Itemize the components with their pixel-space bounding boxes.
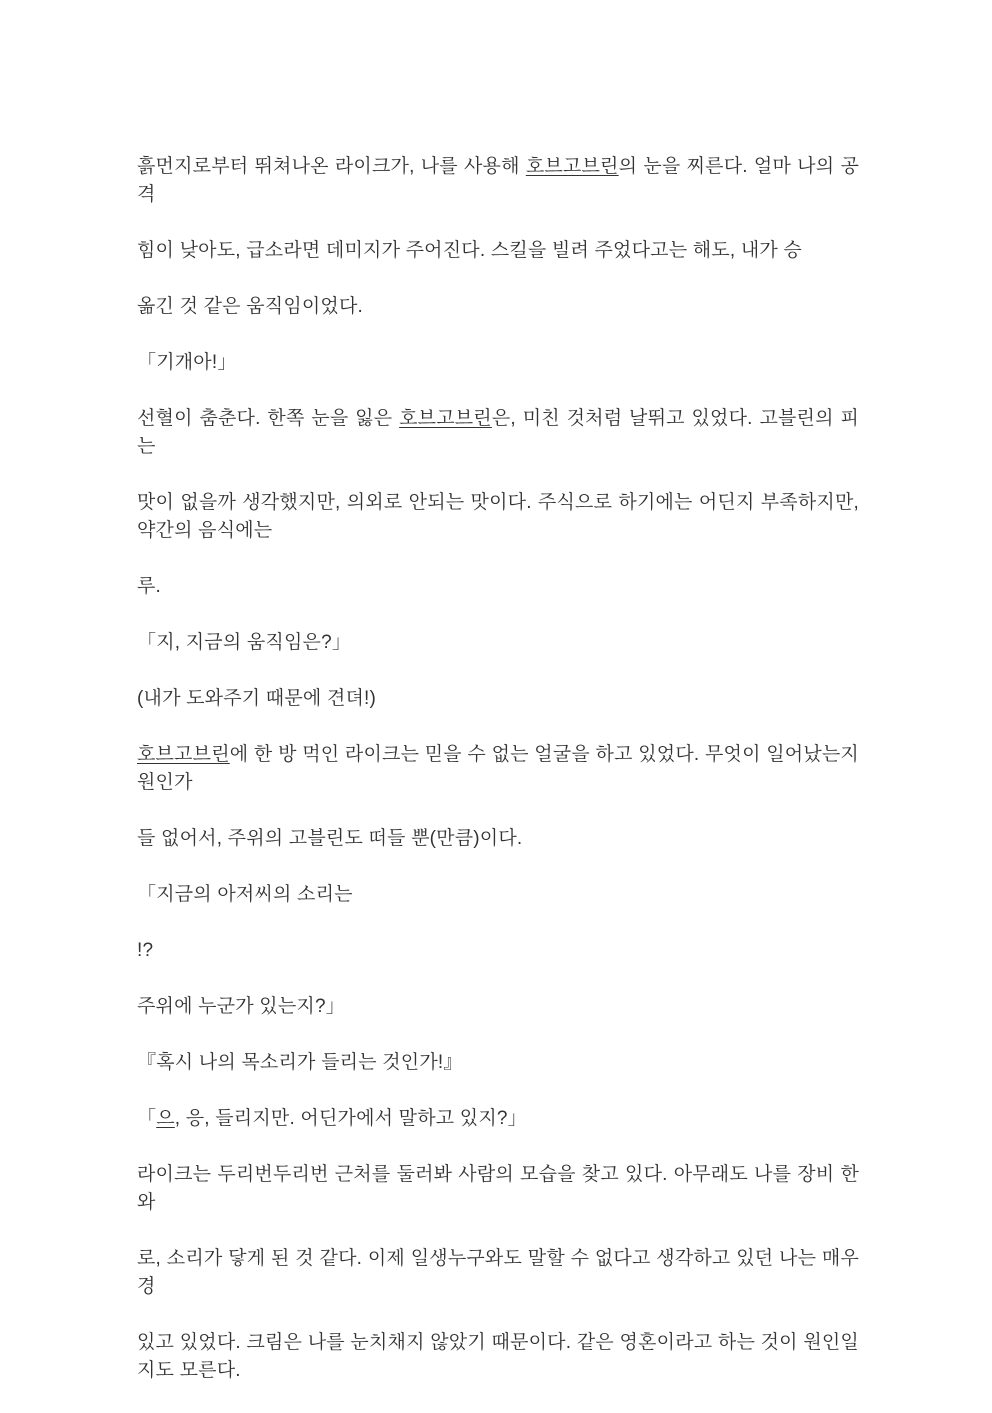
paragraph-11 [137, 825, 859, 853]
paragraph-15-dialogue [137, 1049, 859, 1077]
paragraph-text: 「 [137, 1108, 157, 1129]
paragraph-5 [137, 405, 859, 461]
paragraph-text: 루. [137, 576, 162, 597]
paragraph-text: 라이크는 두리번두리번 근처를 둘러봐 사람의 모습을 찾고 있다. 아무래도 나를 장비 한 와 [137, 1164, 859, 1213]
paragraph-14-dialogue [137, 993, 859, 1021]
paragraph-16-dialogue [137, 1105, 859, 1133]
paragraph-text: 힘이 낮아도, 급소라면 데미지가 주어진다. 스킬을 빌려 주었다고는 해도, 내가 승 [137, 240, 802, 261]
paragraph-8-dialogue [137, 629, 859, 657]
paragraph-12-dialogue [137, 881, 859, 909]
paragraph-text: 흙먼지로부터 뛰쳐나온 라이크가, 나를 사용해 [137, 156, 526, 177]
paragraph-text: 『혹시 나의 목소리가 들리는 것인가!』 [137, 1052, 463, 1073]
paragraph-2 [137, 237, 859, 265]
underlined-term: 호브고브린 [137, 744, 230, 765]
paragraph-6 [137, 489, 859, 545]
paragraph-text: 선혈이 춤춘다. 한쪽 눈을 잃은 [137, 408, 400, 429]
paragraph-text: 주위에 누군가 있는지?」 [137, 996, 345, 1017]
paragraph-text: 들 없어서, 주위의 고블린도 떠들 뿐(만큼)이다. [137, 828, 523, 849]
paragraph-18 [137, 1245, 859, 1301]
paragraph-1 [137, 153, 859, 209]
paragraph-19 [137, 1329, 859, 1385]
paragraph-text: 로, 소리가 닿게 된 것 같다. 이제 일생누구와도 말할 수 없다고 생각하고 있던 나는 매우 경 [137, 1248, 859, 1297]
paragraph-text: 맛이 없을까 생각했지만, 의외로 안되는 맛이다. 주식으로 하기에는 어딘지 부족하지만, 약간의 음식에는 [137, 492, 859, 541]
paragraph-text: 은, 미친 것처럼 날뛰고 있었다. 고블린의 피는 [137, 408, 859, 457]
underlined-term: 호브고브린 [525, 156, 619, 177]
paragraph-text: 「지, 지금의 움직임은?」 [137, 632, 352, 653]
paragraph-text: 옮긴 것 같은 움직임이었다. [137, 296, 364, 317]
paragraph-text: 의 눈을 찌른다. 얼마 나의 공격 [137, 156, 859, 205]
underlined-term: 으 [156, 1108, 175, 1129]
paragraph-text: 「지금의 아저씨의 소리는 [137, 884, 353, 905]
document-page [137, 153, 859, 1413]
paragraph-text: !? [137, 940, 154, 961]
paragraph-3 [137, 293, 859, 321]
paragraph-text: 있고 있었다. 크림은 나를 눈치채지 않았기 때문이다. 같은 영혼이라고 하는 것이 원인일지도 모른다. [137, 1332, 859, 1381]
paragraph-text: 「기개아!」 [137, 352, 237, 373]
paragraph-7 [137, 573, 859, 601]
paragraph-13 [137, 937, 859, 965]
underlined-term: 호브고브린 [399, 408, 492, 429]
paragraph-17 [137, 1161, 859, 1217]
paragraph-text: 에 한 방 먹인 라이크는 믿을 수 없는 얼굴을 하고 있었다. 무엇이 일어났는지 원인가 [137, 744, 859, 793]
paragraph-text: , 응, 들리지만. 어딘가에서 말하고 있지?」 [174, 1108, 527, 1129]
paragraph-4-dialogue [137, 349, 859, 377]
paragraph-9-thought [137, 685, 859, 713]
paragraph-text: (내가 도와주기 때문에 견뎌!) [137, 688, 377, 709]
paragraph-10 [137, 741, 859, 797]
